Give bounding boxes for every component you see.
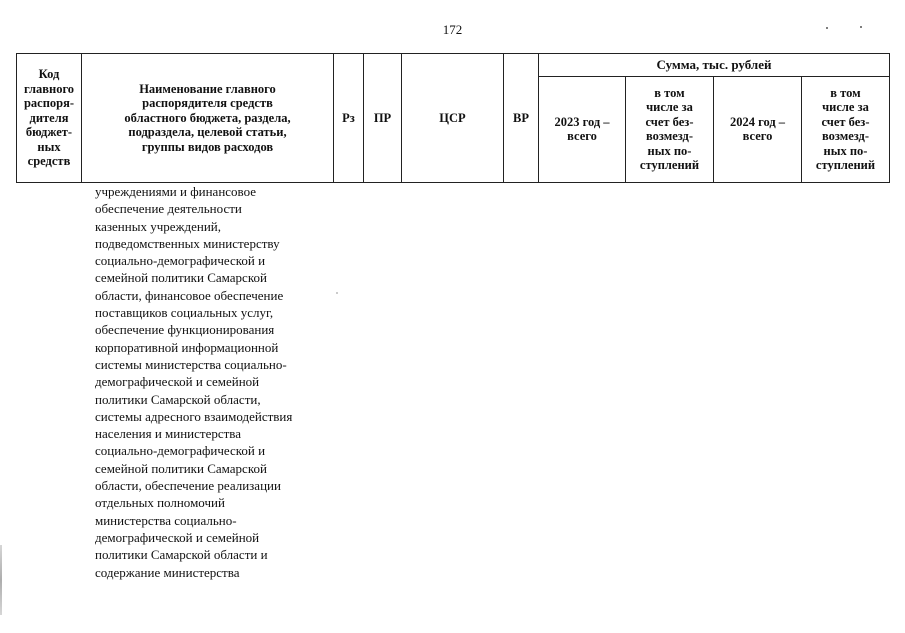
header-2024-free: в том числе за счет без- возмезд- ных по- ступлений <box>802 76 890 182</box>
header-2023-free: в том числе за счет без- возмезд- ных по- ступлений <box>626 76 714 182</box>
scan-edge-shadow <box>0 545 2 615</box>
scan-speck <box>860 26 862 28</box>
header-rz: Рз <box>334 54 364 183</box>
budget-table-header <box>16 53 890 183</box>
scan-speck <box>826 27 828 29</box>
header-name: Наименование главного распорядителя средств областного бюджета, раздела, подраздела, целевой статьи, группы видов расходов <box>82 54 334 183</box>
header-code: Код главного распоря- дителя бюджет- ных средств <box>17 54 82 183</box>
header-pr: ПР <box>364 54 402 183</box>
page-number: 172 <box>442 22 463 37</box>
continued-row-text: учреждениями и финансовое обеспечение деятельности казенных учреждений, подведомственных министерству социально-демографической и семейной политики Самарской области, финансовое обеспечение поставщиков социальных услуг, обеспечение функционирования корпоративной информационной системы министерства социально- демографической и семейной политики Самарской области, системы адресного взаимодействия населения и министерства социально-демографической и семейной политики Самарской области, обеспечение реализации отдельных полномочий министерства социально- демографической и семейной политики Самарской области и содержание министерства <box>95 184 293 580</box>
header-2024-total: 2024 год – всего <box>714 76 802 182</box>
header-sum: Сумма, тыс. рублей <box>539 54 890 77</box>
header-csr: ЦСР <box>402 54 504 183</box>
scan-speck <box>336 292 338 294</box>
header-vr: ВР <box>504 54 539 183</box>
header-2023-total: 2023 год – всего <box>539 76 626 182</box>
